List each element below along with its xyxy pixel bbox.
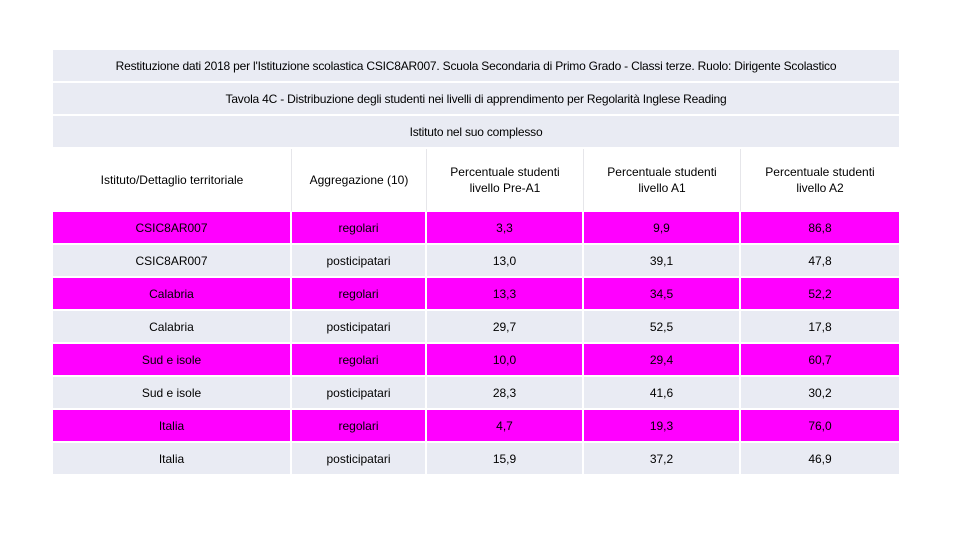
cell-pre-a1: 28,3	[427, 377, 584, 410]
cell-a1: 19,3	[584, 410, 741, 443]
column-header-pre-a1	[427, 149, 584, 212]
report-container	[53, 50, 899, 476]
cell-territory: CSIC8AR007	[53, 245, 292, 278]
cell-aggregation: regolari	[292, 410, 427, 443]
cell-territory: Italia	[53, 443, 292, 476]
cell-pre-a1: 10,0	[427, 344, 584, 377]
column-header-a2-label: Percentuale studenti livello A2	[765, 164, 875, 195]
cell-a1: 37,2	[584, 443, 741, 476]
cell-pre-a1: 15,9	[427, 443, 584, 476]
cell-a1: 34,5	[584, 278, 741, 311]
table-header-row	[53, 149, 899, 212]
cell-aggregation: regolari	[292, 212, 427, 245]
table-row	[53, 245, 899, 278]
data-table	[53, 149, 899, 476]
cell-a2: 47,8	[741, 245, 899, 278]
table-row	[53, 212, 899, 245]
cell-a2: 86,8	[741, 212, 899, 245]
column-header-a2	[741, 149, 899, 212]
cell-a2: 60,7	[741, 344, 899, 377]
table-row	[53, 311, 899, 344]
cell-territory: CSIC8AR007	[53, 212, 292, 245]
table-subtitle: Istituto nel suo complesso	[53, 116, 899, 147]
cell-a2: 30,2	[741, 377, 899, 410]
table-body	[53, 212, 899, 476]
cell-aggregation: posticipatari	[292, 245, 427, 278]
cell-a2: 52,2	[741, 278, 899, 311]
cell-a1: 52,5	[584, 311, 741, 344]
cell-a2: 76,0	[741, 410, 899, 443]
cell-territory: Sud e isole	[53, 344, 292, 377]
column-header-territory: Istituto/Dettaglio territoriale	[53, 149, 292, 212]
cell-aggregation: regolari	[292, 344, 427, 377]
cell-a2: 17,8	[741, 311, 899, 344]
table-row	[53, 410, 899, 443]
table-row	[53, 278, 899, 311]
cell-pre-a1: 4,7	[427, 410, 584, 443]
table-row	[53, 344, 899, 377]
cell-territory: Calabria	[53, 278, 292, 311]
cell-territory: Calabria	[53, 311, 292, 344]
column-header-aggregation: Aggregazione (10)	[292, 149, 427, 212]
cell-a1: 29,4	[584, 344, 741, 377]
cell-a2: 46,9	[741, 443, 899, 476]
cell-pre-a1: 13,3	[427, 278, 584, 311]
cell-territory: Italia	[53, 410, 292, 443]
table-title: Tavola 4C - Distribuzione degli studenti nei livelli di apprendimento per Regolarità Inglese Reading	[53, 83, 899, 114]
cell-territory: Sud e isole	[53, 377, 292, 410]
column-header-a1-label: Percentuale studenti livello A1	[607, 164, 717, 195]
cell-a1: 41,6	[584, 377, 741, 410]
report-title: Restituzione dati 2018 per l'Istituzione scolastica CSIC8AR007. Scuola Secondaria di Primo Grado - Classi terze. Ruolo: Dirigente Scolastico	[53, 50, 899, 81]
cell-pre-a1: 13,0	[427, 245, 584, 278]
cell-a1: 9,9	[584, 212, 741, 245]
column-header-pre-a1-label: Percentuale studenti livello Pre-A1	[450, 164, 560, 195]
cell-pre-a1: 3,3	[427, 212, 584, 245]
table-row	[53, 443, 899, 476]
cell-aggregation: posticipatari	[292, 311, 427, 344]
cell-a1: 39,1	[584, 245, 741, 278]
cell-aggregation: posticipatari	[292, 443, 427, 476]
table-row	[53, 377, 899, 410]
cell-aggregation: regolari	[292, 278, 427, 311]
column-header-a1	[584, 149, 741, 212]
cell-pre-a1: 29,7	[427, 311, 584, 344]
cell-aggregation: posticipatari	[292, 377, 427, 410]
